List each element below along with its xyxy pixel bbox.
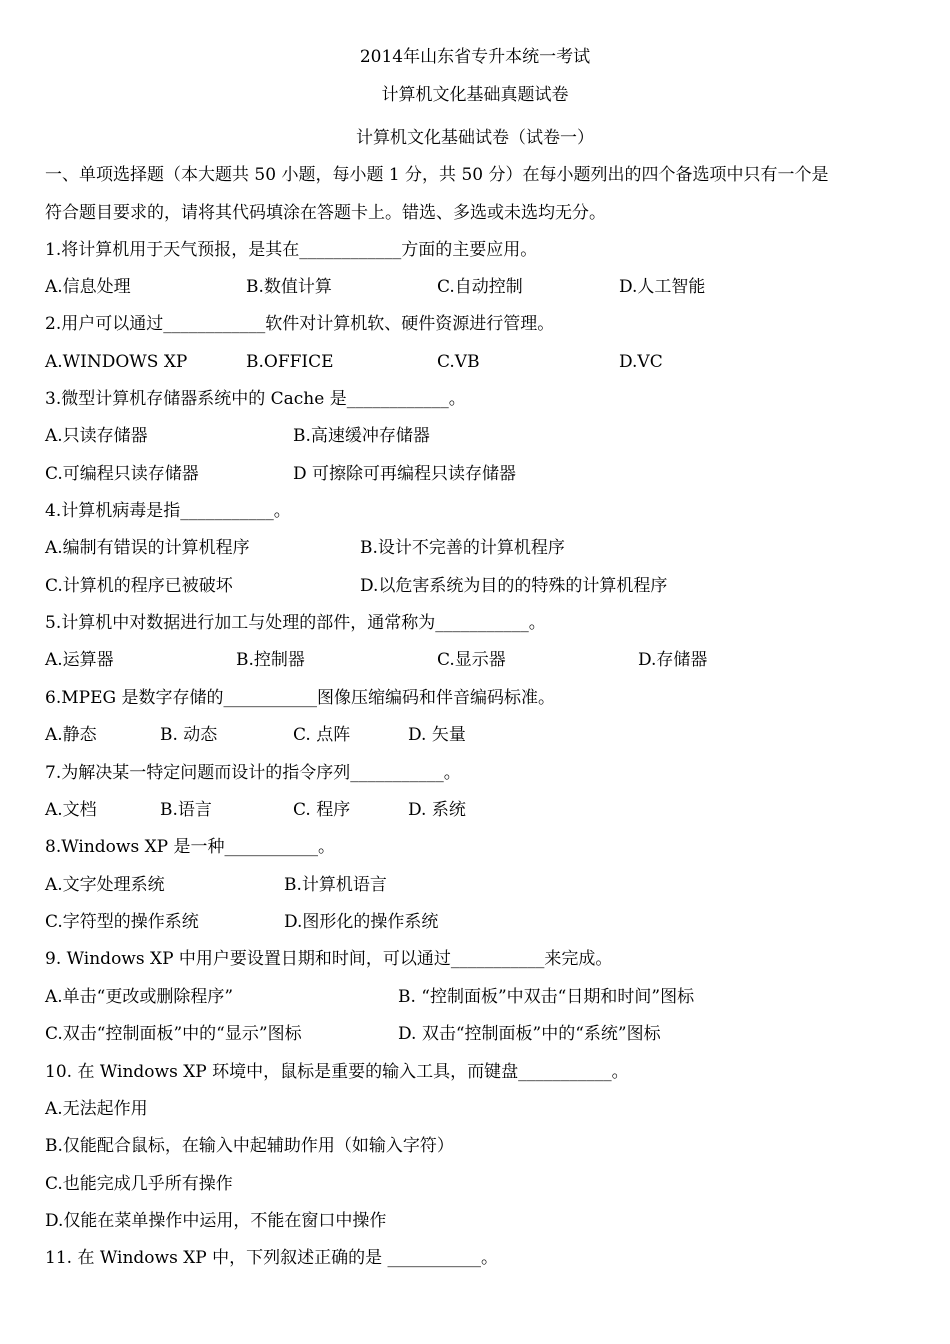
option-b: B.计算机语言 <box>284 875 387 895</box>
option-b: B.OFFICE <box>246 352 334 372</box>
option-d: D.仅能在菜单操作中运用，不能在窗口中操作 <box>45 1211 387 1231</box>
option-d: D.人工智能 <box>619 277 706 297</box>
option-d: D.图形化的操作系统 <box>284 912 439 932</box>
option-a: A.运算器 <box>45 650 114 670</box>
option-a: A.编制有错误的计算机程序 <box>45 538 250 558</box>
option-b: B.数值计算 <box>246 277 332 297</box>
question-stem: 7.为解决某一特定问题而设计的指令序列___________。 <box>45 763 461 783</box>
option-c: C. 程序 <box>293 800 351 820</box>
option-c: C.VB <box>437 352 480 372</box>
option-b: B.语言 <box>160 800 212 820</box>
option-b: B.控制器 <box>236 650 305 670</box>
exam-title: 2014年山东省专升本统一考试 <box>359 47 591 67</box>
question-stem: 4.计算机病毒是指___________。 <box>45 501 291 521</box>
option-c: C.双击“控制面板”中的“显示”图标 <box>45 1024 302 1044</box>
section-instructions: 符合题目要求的，请将其代码填涂在答题卡上。错选、多选或未选均无分。 <box>45 203 606 223</box>
option-d: D. 系统 <box>408 800 466 820</box>
question-stem: 6.MPEG 是数字存储的___________图像压缩编码和伴音编码标准。 <box>45 688 555 708</box>
question-stem: 3.微型计算机存储器系统中的 Cache 是____________。 <box>45 389 466 409</box>
question-stem: 1.将计算机用于天气预报，是其在____________方面的主要应用。 <box>45 240 538 260</box>
paper-title: 计算机文化基础试卷（试卷一） <box>356 128 594 148</box>
option-d: D. 矢量 <box>408 725 466 745</box>
option-d: D.以危害系统为目的的特殊的计算机程序 <box>360 576 668 596</box>
option-d: D.VC <box>619 352 663 372</box>
exam-subtitle: 计算机文化基础真题试卷 <box>381 85 569 105</box>
option-c: C.自动控制 <box>437 277 523 297</box>
option-b: B.仅能配合鼠标，在输入中起辅助作用（如输入字符） <box>45 1136 454 1156</box>
option-c: C.可编程只读存储器 <box>45 464 199 484</box>
question-stem: 9. Windows XP 中用户要设置日期和时间，可以通过___________来完成。 <box>45 949 613 969</box>
option-a: A.文字处理系统 <box>45 875 165 895</box>
option-b: B. 动态 <box>160 725 218 745</box>
option-a: A.文档 <box>45 800 97 820</box>
option-c: C.计算机的程序已被破坏 <box>45 576 233 596</box>
question-stem: 11. 在 Windows XP 中，下列叙述正确的是 ___________。 <box>45 1248 499 1268</box>
option-b: B.设计不完善的计算机程序 <box>360 538 565 558</box>
option-a: A.无法起作用 <box>45 1099 148 1119</box>
question-stem: 5.计算机中对数据进行加工与处理的部件，通常称为___________。 <box>45 613 546 633</box>
option-b: B.高速缓冲存储器 <box>293 426 430 446</box>
option-c: C.字符型的操作系统 <box>45 912 199 932</box>
question-stem: 2.用户可以通过____________软件对计算机软、硬件资源进行管理。 <box>45 314 555 334</box>
option-a: A.WINDOWS XP <box>45 352 188 372</box>
option-a: A.单击“更改或删除程序” <box>45 987 234 1007</box>
option-a: A.信息处理 <box>45 277 131 297</box>
question-stem: 8.Windows XP 是一种___________。 <box>45 837 336 857</box>
option-c: C.显示器 <box>437 650 506 670</box>
option-b: B. “控制面板”中双击“日期和时间”图标 <box>398 987 695 1007</box>
section-heading: 一、单项选择题（本大题共 50 小题，每小题 1 分，共 50 分）在每小题列出的四个备选项中只有一个是 <box>45 165 829 185</box>
option-c: C. 点阵 <box>293 725 351 745</box>
question-stem: 10. 在 Windows XP 环境中，鼠标是重要的输入工具，而键盘___________。 <box>45 1062 629 1082</box>
option-a: A.只读存储器 <box>45 426 148 446</box>
option-d: D. 双击“控制面板”中的“系统”图标 <box>398 1024 661 1044</box>
option-c: C.也能完成几乎所有操作 <box>45 1174 233 1194</box>
option-d: D.存储器 <box>638 650 708 670</box>
option-a: A.静态 <box>45 725 97 745</box>
option-d: D 可擦除可再编程只读存储器 <box>293 464 517 484</box>
